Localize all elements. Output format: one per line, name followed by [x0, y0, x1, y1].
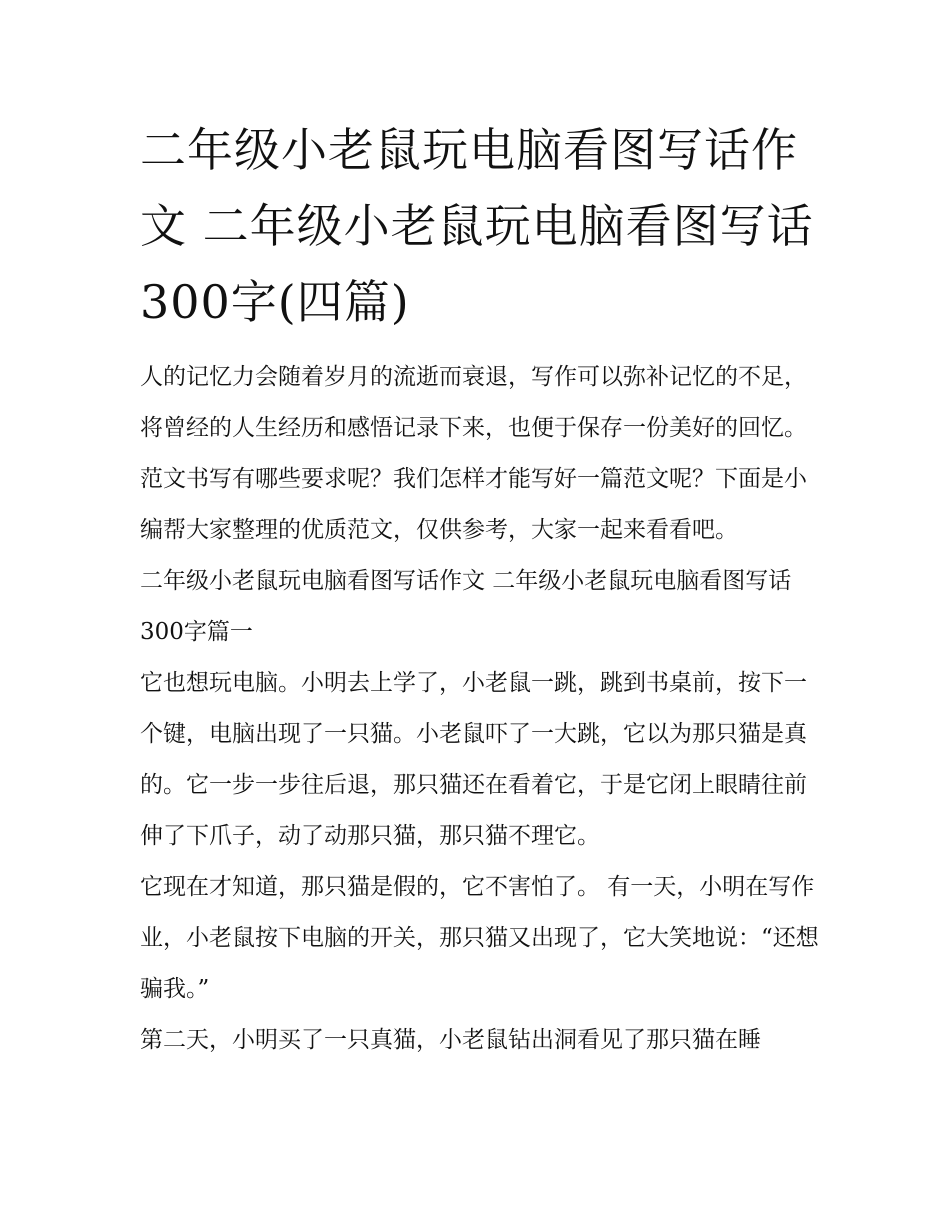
intro-paragraph: 人的记忆力会随着岁月的流逝而衰退，写作可以弥补记忆的不足，将曾经的人生经历和感悟记录下来，也便于保存一份美好的回忆。范文书写有哪些要求呢？我们怎样才能写好一篇范文呢？下面是小编帮大家整理的优质范文，仅供参考，大家一起来看看吧。: [140, 364, 807, 543]
section-heading: 二年级小老鼠玩电脑看图写话作文 二年级小老鼠玩电脑看图写话300字篇一: [140, 568, 792, 645]
story-paragraph: 第二天，小明买了一只真猫，小老鼠钻出洞看见了那只猫在睡: [140, 1027, 761, 1053]
story-paragraph: 它现在才知道，那只猫是假的，它不害怕了。 有一天，小明在写作业，小老鼠按下电脑的开关，那只猫又出现了，它大笑地说：“还想骗我。”: [140, 874, 819, 1002]
document-body: [140, 352, 820, 1066]
document-title: 二年级小老鼠玩电脑看图写话作文 二年级小老鼠玩电脑看图写话300字(四篇): [140, 123, 814, 329]
story-paragraph: 它也想玩电脑。小明去上学了，小老鼠一跳，跳到书桌前，按下一个键，电脑出现了一只猫。小老鼠吓了一大跳，它以为那只猫是真的。它一步一步往后退，那只猫还在看着它，于是它闭上眼睛往前伸了下爪子，动了动那只猫，那只猫不理它。: [140, 670, 807, 849]
